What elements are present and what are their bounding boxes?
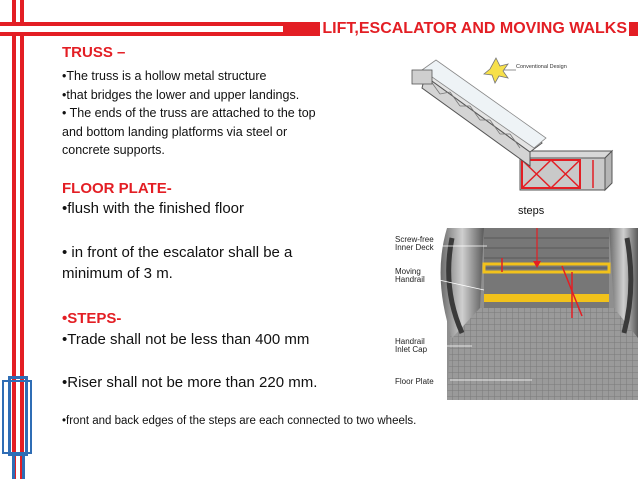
floor-plate-line-2: • in front of the escalator shall be a [62,244,293,261]
truss-heading: TRUSS – [62,44,126,61]
truss-line: concrete supports. [62,143,165,157]
figure-label-moving-handrail: Moving Handrail [395,267,425,284]
floor-plate-heading: FLOOR PLATE- [62,180,172,197]
steps-line-1: •Trade shall not be less than 400 mm [62,331,310,348]
left-blue-stripe-2 [22,455,25,479]
truss-line: • The ends of the truss are attached to the top [62,106,316,120]
escalator-photo-figure [392,228,638,400]
top-white-stripe [0,26,283,32]
truss-line: •The truss is a hollow metal structure [62,69,267,83]
figure-label-inner-deck: Screw-free Inner Deck [395,235,434,252]
steps-line-2: •Riser shall not be more than 220 mm. [62,374,318,391]
truss-body [62,67,392,160]
left-blue-frame-inner [8,376,28,456]
truss-line: and bottom landing platforms via steel or [62,124,288,139]
figure-caption: Conventional Design [516,64,567,70]
footnote: •front and back edges of the steps are each connected to two wheels. [62,415,417,427]
steps-heading: •STEPS- [62,310,122,327]
floor-plate-line-1: •flush with the finished floor [62,200,245,217]
figure-label-floor-plate: Floor Plate [395,377,434,386]
floor-plate-line-3: minimum of 3 m. [62,265,173,282]
escalator-landing-illustration [392,228,638,400]
steps-callout-label: steps [518,205,545,217]
escalator-truss-illustration [400,48,620,198]
truss-line: •that bridges the lower and upper landings. [62,87,300,102]
figure-label-handrail-inlet-cap: Handrail Inlet Cap [395,337,428,354]
slide-title: LIFT,ESCALATOR AND MOVING WALKS [322,20,627,37]
left-blue-stripe-1 [12,455,15,479]
truss-figure [400,48,620,198]
